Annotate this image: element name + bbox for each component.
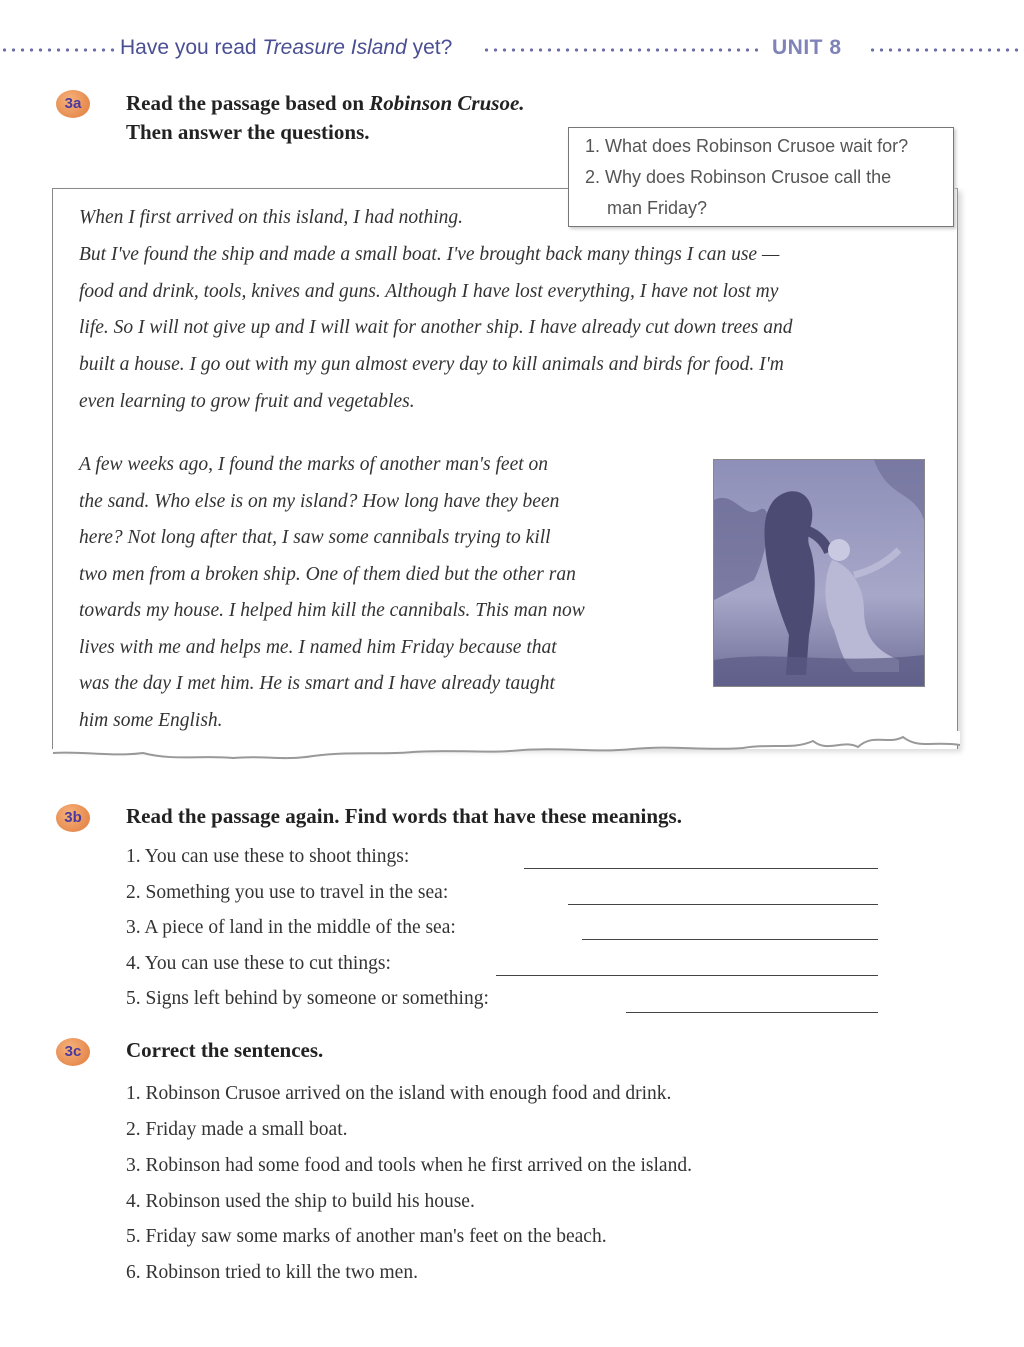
passage-box — [52, 188, 958, 749]
header-dots-right — [868, 48, 1024, 52]
passage-line: A few weeks ago, I found the marks of another man's feet on — [79, 454, 549, 475]
section-3c-heading: Correct the sentences. — [126, 1038, 324, 1062]
answer-blank-4[interactable] — [496, 975, 878, 976]
passage-line: even learning to grow fruit and vegetables. — [79, 391, 415, 412]
section-3a-heading-book: Robinson Crusoe. — [369, 91, 525, 115]
section-3b-heading: Read the passage again. Find words that have these meanings. — [126, 804, 682, 828]
passage-line: life. So I will not give up and I will wait for another ship. I have already cut down trees and — [79, 317, 793, 338]
header-title — [120, 36, 452, 60]
passage-line: here? Not long after that, I saw some cannibals trying to kill — [79, 527, 551, 548]
section-badge-3a: 3a — [56, 90, 90, 118]
question-2: 2. Why does Robinson Crusoe call the — [585, 167, 892, 187]
header-dots-left — [0, 48, 116, 52]
correction-item-4: 4. Robinson used the ship to build his house. — [126, 1191, 475, 1212]
question-1: 1. What does Robinson Crusoe wait for? — [585, 136, 909, 156]
unit-label: UNIT 8 — [772, 36, 842, 59]
header-title-prefix: Have you read — [120, 36, 263, 59]
header-title-book: Treasure Island — [262, 36, 407, 59]
meaning-item-2: 2. Something you use to travel in the sea: — [126, 882, 449, 903]
questions-box — [568, 127, 954, 227]
passage-line: him some English. — [79, 710, 223, 731]
correction-item-3: 3. Robinson had some food and tools when he first arrived on the island. — [126, 1155, 692, 1176]
passage-line: food and drink, tools, knives and guns. Although I have lost everything, I have not lost my — [79, 281, 779, 302]
answer-blank-2[interactable] — [568, 904, 878, 905]
section-3a-heading-line2: Then answer the questions. — [126, 120, 370, 144]
illustration-image — [714, 460, 924, 686]
correction-item-6: 6. Robinson tried to kill the two men. — [126, 1262, 418, 1283]
passage-line: towards my house. I helped him kill the cannibals. This man now — [79, 600, 585, 621]
section-badge-3b: 3b — [56, 804, 90, 832]
answer-blank-1[interactable] — [524, 868, 878, 869]
answer-blank-3[interactable] — [582, 939, 878, 940]
passage-line: But I've found the ship and made a small boat. I've brought back many things I can use — — [79, 244, 780, 265]
meaning-item-4: 4. You can use these to cut things: — [126, 953, 391, 974]
meaning-item-5: 5. Signs left behind by someone or something: — [126, 988, 489, 1009]
header-dots-middle — [482, 48, 758, 52]
page-header — [0, 36, 1024, 66]
section-3a-heading-prefix: Read the passage based on — [126, 91, 370, 115]
question-2-continued: man Friday? — [607, 198, 708, 218]
passage-line: the sand. Who else is on my island? How long have they been — [79, 491, 560, 512]
passage-line: two men from a broken ship. One of them died but the other ran — [79, 564, 576, 585]
answer-blank-5[interactable] — [626, 1012, 878, 1013]
correction-item-1: 1. Robinson Crusoe arrived on the island with enough food and drink. — [126, 1083, 672, 1104]
section-3a-heading — [126, 89, 525, 147]
passage-line: built a house. I go out with my gun almost every day to kill animals and birds for food. I'm — [79, 354, 784, 375]
meaning-item-3: 3. A piece of land in the middle of the sea: — [126, 917, 456, 938]
meaning-item-1: 1. You can use these to shoot things: — [126, 846, 410, 867]
crusoe-friday-illustration — [713, 459, 925, 687]
section-badge-3c: 3c — [56, 1038, 90, 1066]
correction-item-5: 5. Friday saw some marks of another man's feet on the beach. — [126, 1226, 607, 1247]
header-title-suffix: yet? — [406, 36, 453, 59]
passage-line: When I first arrived on this island, I had nothing. — [79, 207, 464, 228]
passage-line: was the day I met him. He is smart and I have already taught — [79, 673, 555, 694]
torn-paper-edge — [53, 731, 960, 771]
passage-line: lives with me and helps me. I named him Friday because that — [79, 637, 557, 658]
correction-item-2: 2. Friday made a small boat. — [126, 1119, 348, 1140]
